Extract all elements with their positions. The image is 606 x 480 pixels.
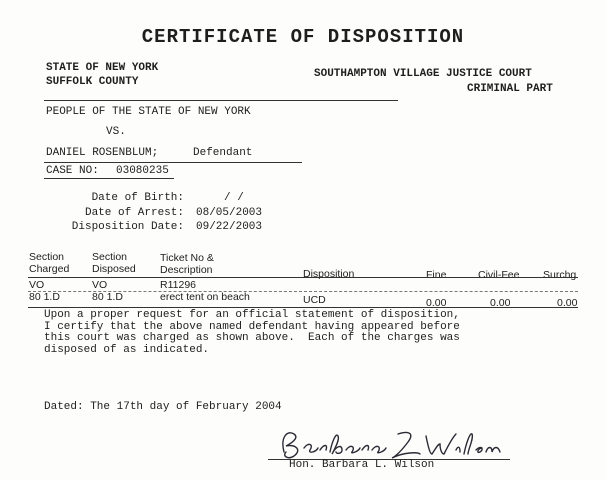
certification-statement	[44, 310, 564, 356]
versus-label: VS.	[106, 126, 126, 138]
statement-line: I certify that the above named defendant having appeared before	[44, 320, 460, 333]
header-civil-fee: Civil-Fee	[478, 269, 520, 281]
cell-ticket: R11296 erect tent on beach	[160, 279, 250, 303]
table-bottom-rule	[28, 307, 578, 308]
case-number: 03080235	[116, 165, 169, 177]
statement-line: this court was charged as shown above. Each of the charges was	[44, 332, 460, 345]
case-number-label: CASE NO:	[46, 165, 99, 177]
table-header-rule	[28, 277, 578, 278]
header-section-charged: Section Charged	[29, 251, 70, 275]
defendant-name: DANIEL ROSENBLUM;	[46, 147, 159, 159]
caption-divider-top	[44, 100, 398, 101]
header-section-disposed: Section Disposed	[92, 251, 136, 275]
defendant-role: Defendant	[193, 147, 253, 159]
cell-disposition: UCD	[303, 294, 326, 306]
judge-name: Hon. Barbara L. Wilson	[289, 459, 435, 471]
court-part: CRIMINAL PART	[467, 83, 553, 95]
court-name: SOUTHAMPTON VILLAGE JUSTICE COURT	[314, 68, 532, 80]
state-label: STATE OF NEW YORK	[46, 62, 159, 74]
header-ticket: Ticket No & Description	[160, 252, 214, 276]
header-disposition: Disposition	[303, 268, 355, 280]
signature-text: Barbara L Wilson	[270, 422, 280, 423]
cell-fine: 0.00	[426, 297, 447, 309]
cell-civil-fee: 0.00	[490, 297, 511, 309]
row-separator	[28, 291, 578, 292]
header-surchg: Surchg	[543, 269, 577, 281]
disposition-date-label: Disposition Date:	[71, 221, 184, 233]
cell-surchg: 0.00	[557, 297, 578, 309]
arrest-date-label: Date of Arrest:	[84, 207, 184, 219]
birth-date-value: / /	[224, 192, 244, 204]
arrest-date-value: 08/05/2003	[196, 207, 263, 219]
county-label: SUFFOLK COUNTY	[46, 76, 139, 88]
dated-line: Dated: The 17th day of February 2004	[44, 401, 282, 413]
statement-line: disposed of as indicated.	[44, 343, 210, 356]
plaintiff-name: PEOPLE OF THE STATE OF NEW YORK	[46, 106, 251, 118]
statement-line: Upon a proper request for an official statement of disposition,	[44, 309, 460, 321]
caption-divider-bottom	[44, 162, 302, 163]
case-number-underline	[44, 178, 174, 179]
cell-section-disposed: VO 80 1.D	[92, 279, 123, 303]
birth-date-label: Date of Birth:	[91, 192, 184, 204]
document-title: CERTIFICATE OF DISPOSITION	[141, 26, 465, 48]
header-fine: Fine	[426, 269, 447, 281]
disposition-date-value: 09/22/2003	[196, 221, 263, 233]
cell-section-charged: VO 80 1.D	[29, 279, 60, 303]
